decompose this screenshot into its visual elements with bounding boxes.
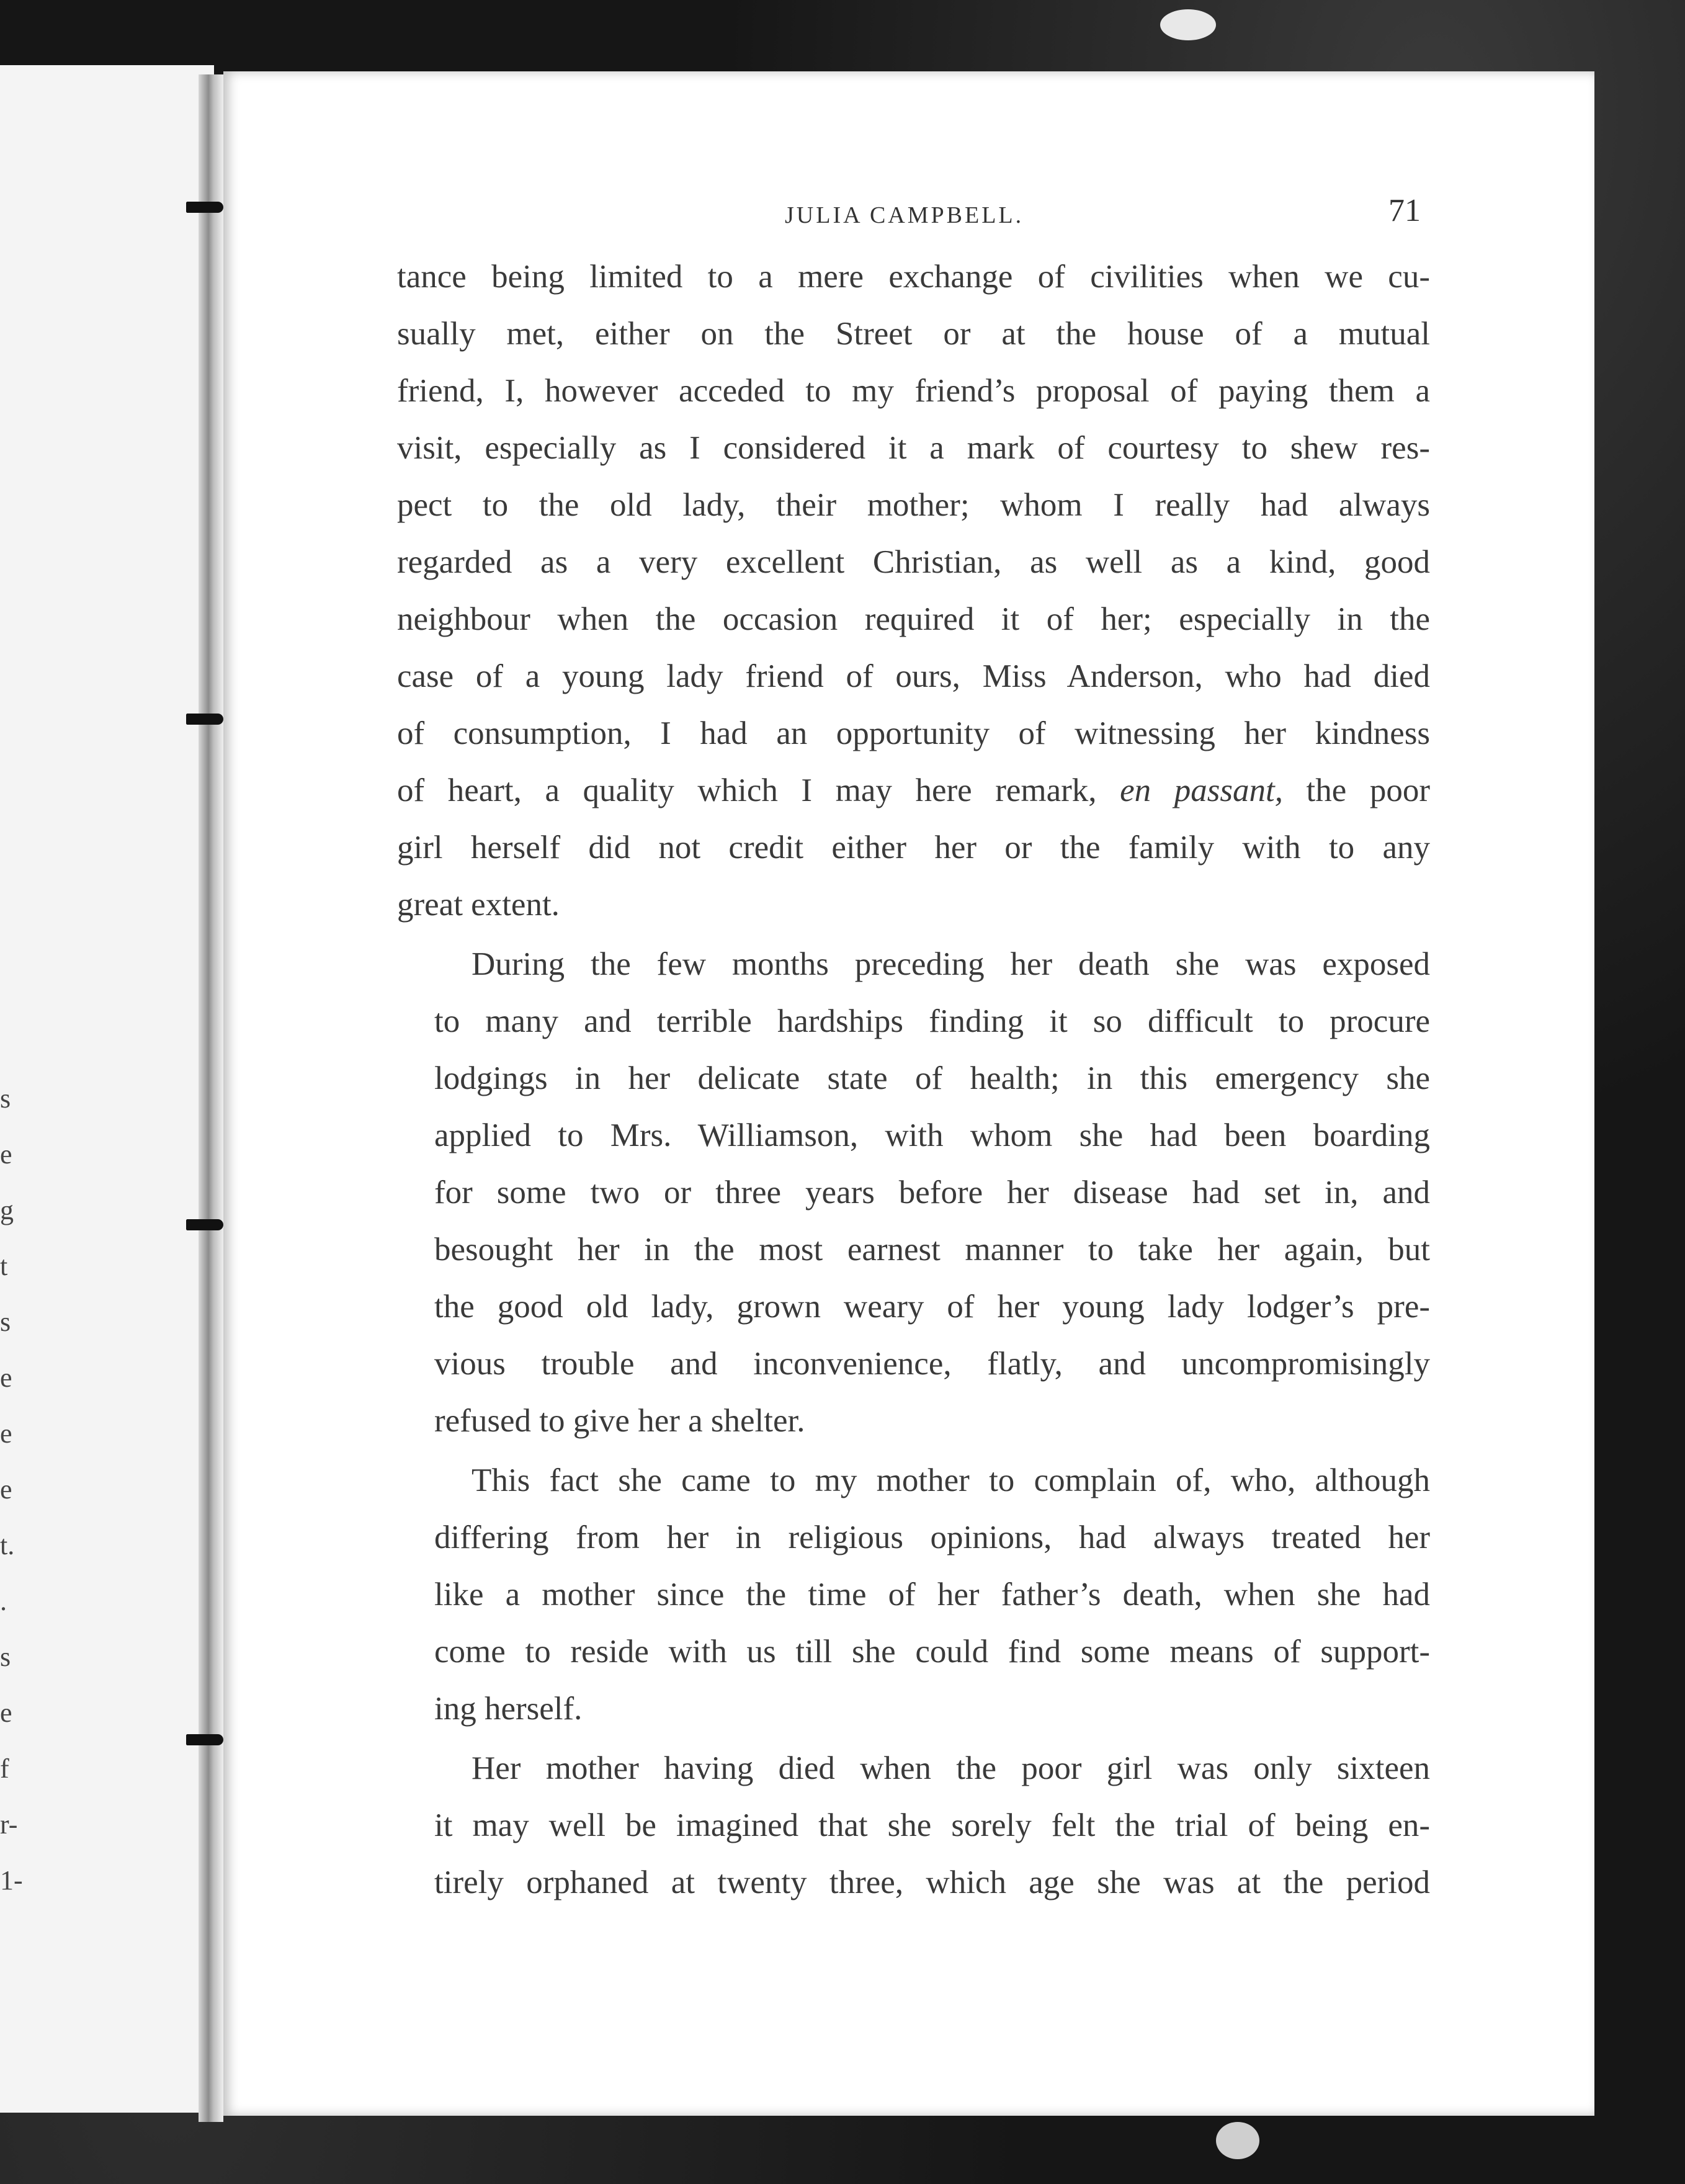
binding-stitch: [186, 202, 223, 213]
text-line: visit, especially as I considered it a mark of courtesy to shew res-: [397, 430, 1430, 466]
binding-stitch: [186, 1219, 223, 1230]
facing-page-letter: t.: [0, 1530, 15, 1560]
binding-stitch: [186, 714, 223, 725]
facing-page-letter: e: [0, 1698, 12, 1728]
text-line: regarded as a very excellent Christian, as well as a kind, good: [397, 544, 1430, 580]
paragraph-1: [397, 248, 1430, 933]
facing-page-letter: f: [0, 1753, 9, 1784]
text-line: lodgings in her delicate state of health; in this emergency she: [434, 1060, 1430, 1096]
facing-page-letter: s: [0, 1083, 11, 1114]
facing-page-letter: r-: [0, 1809, 18, 1840]
facing-page-letter: e: [0, 1474, 12, 1505]
text-line: pect to the old lady, their mother; whom I really had always: [397, 487, 1430, 523]
text-line: for some two or three years before her disease had set in, and: [434, 1175, 1430, 1211]
text-line: Her mother having died when the poor girl was only sixteen: [472, 1750, 1430, 1786]
text-line: like a mother since the time of her father’s death, when she had: [434, 1577, 1430, 1613]
text-line: ing herself.: [434, 1691, 583, 1727]
text-line: applied to Mrs. Williamson, with whom she had been boarding: [434, 1117, 1430, 1153]
scan-speck: [1160, 9, 1216, 40]
facing-page-letter: .: [0, 1586, 7, 1616]
scan-speck: [1216, 2122, 1259, 2159]
facing-page-letter: 1-: [0, 1865, 23, 1895]
facing-page-letter: s: [0, 1307, 11, 1337]
text-line-with-italic: [397, 762, 1430, 819]
text-line: great extent.: [397, 887, 560, 923]
text-line: to many and terrible hardships finding it so difficult to procure: [434, 1003, 1430, 1039]
text-line: During the few months preceding her death she was exposed: [472, 946, 1430, 982]
page-number: 71: [1388, 193, 1421, 228]
text-line: sually met, either on the Street or at the house of a mutual: [397, 316, 1430, 352]
book-binding: [199, 74, 223, 2122]
facing-page-letter: e: [0, 1418, 12, 1449]
text-line: of consumption, I had an opportunity of witnessing her kindness: [397, 715, 1430, 751]
text-line: come to reside with us till she could find some means of support-: [434, 1634, 1430, 1670]
text-line: tance being limited to a mere exchange of civilities when we cu-: [397, 259, 1430, 295]
text-line: friend, I, however acceded to my friend’s proposal of paying them a: [397, 373, 1430, 409]
text-line: vious trouble and inconvenience, flatly, and uncompromisingly: [434, 1346, 1430, 1382]
text-line: it may well be imagined that she sorely felt the trial of being en-: [434, 1807, 1430, 1843]
running-head: JULIA CAMPBELL.: [785, 202, 1024, 228]
italic-phrase: en passant,: [1120, 772, 1283, 808]
binding-stitch: [186, 1734, 223, 1745]
text-run: of heart, a quality which I may here remark,: [397, 772, 1097, 808]
facing-page-letter: t: [0, 1251, 8, 1281]
facing-page-letter: s: [0, 1642, 11, 1672]
paragraph-2: [397, 936, 1430, 1449]
text-line: case of a young lady friend of ours, Miss Anderson, who had died: [397, 658, 1430, 694]
text-line: neighbour when the occasion required it of her; especially in the: [397, 601, 1430, 637]
text-line: tirely orphaned at twenty three, which age she was at the period: [434, 1864, 1430, 1900]
text-line: refused to give her a shelter.: [434, 1403, 805, 1439]
facing-page-letter: e: [0, 1139, 12, 1170]
facing-page-letter: e: [0, 1363, 12, 1393]
paragraph-3: [397, 1452, 1430, 1737]
text-line: besought her in the most earnest manner to take her again, but: [434, 1232, 1430, 1268]
text-line: girl herself did not credit either her or the family with to any: [397, 830, 1430, 866]
text-run: the poor: [1306, 772, 1431, 808]
facing-page-letter: g: [0, 1195, 14, 1225]
facing-page-edge: [0, 65, 214, 2113]
body-text: [397, 248, 1430, 1911]
paragraph-4: [397, 1740, 1430, 1911]
text-line: differing from her in religious opinions, had always treated her: [434, 1519, 1430, 1555]
text-line: This fact she came to my mother to complain of, who, although: [472, 1462, 1430, 1498]
text-line: the good old lady, grown weary of her young lady lodger’s pre-: [434, 1289, 1430, 1325]
